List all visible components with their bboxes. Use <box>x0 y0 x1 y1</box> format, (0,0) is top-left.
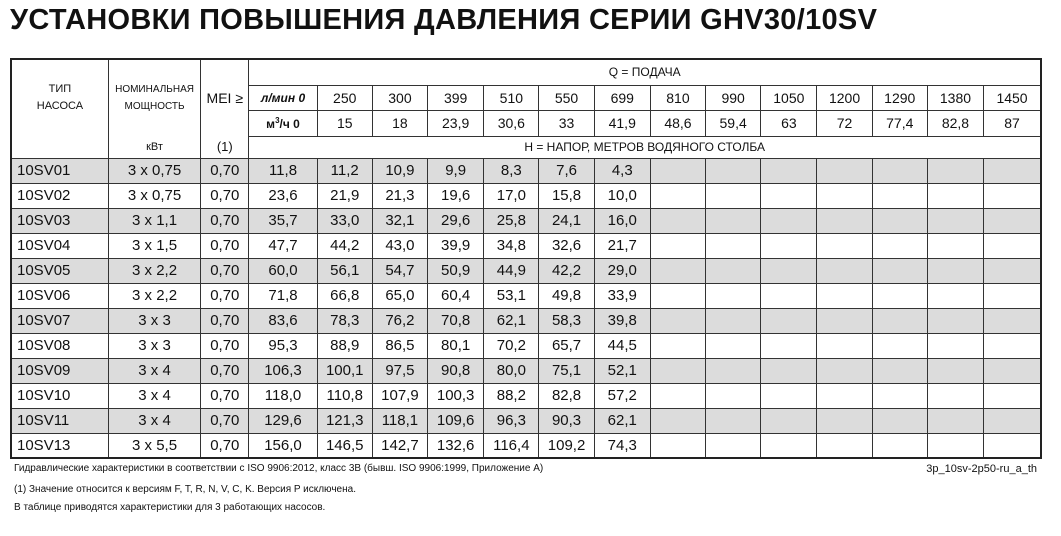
head-value-cell: 156,0 <box>249 433 317 458</box>
header-lmin-value: 990 <box>706 85 761 110</box>
head-value-cell <box>872 208 927 233</box>
header-lmin-value: 250 <box>317 85 372 110</box>
head-value-cell: 25,8 <box>484 208 539 233</box>
head-value-cell <box>817 158 872 183</box>
power-cell: 3 x 0,75 <box>108 158 200 183</box>
head-value-cell <box>927 208 983 233</box>
head-value-cell: 90,8 <box>428 358 484 383</box>
head-value-cell <box>706 158 761 183</box>
head-value-cell <box>927 283 983 308</box>
head-value-cell <box>872 283 927 308</box>
head-value-cell <box>706 208 761 233</box>
head-value-cell: 132,6 <box>428 433 484 458</box>
head-value-cell: 52,1 <box>594 358 650 383</box>
header-power-blank <box>11 136 108 158</box>
table-row <box>11 383 1041 408</box>
head-value-cell <box>650 258 705 283</box>
header-lmin-value: 1380 <box>927 85 983 110</box>
table-row <box>11 183 1041 208</box>
head-value-cell <box>927 408 983 433</box>
head-value-cell <box>984 258 1041 283</box>
head-value-cell: 74,3 <box>594 433 650 458</box>
mei-cell: 0,70 <box>201 333 249 358</box>
head-value-cell <box>872 258 927 283</box>
head-value-cell <box>650 333 705 358</box>
head-value-cell <box>872 358 927 383</box>
head-value-cell <box>817 208 872 233</box>
head-value-cell: 129,6 <box>249 408 317 433</box>
head-value-cell: 65,7 <box>539 333 594 358</box>
header-lmin-value: 810 <box>650 85 705 110</box>
head-value-cell: 39,9 <box>428 233 484 258</box>
head-value-cell: 76,2 <box>372 308 427 333</box>
head-value-cell <box>872 433 927 458</box>
head-value-cell <box>706 433 761 458</box>
head-value-cell <box>817 183 872 208</box>
head-value-cell <box>761 433 817 458</box>
head-value-cell: 118,1 <box>372 408 427 433</box>
header-mei-note: (1) <box>201 136 249 158</box>
head-value-cell: 9,9 <box>428 158 484 183</box>
head-value-cell <box>650 308 705 333</box>
head-value-cell: 88,9 <box>317 333 372 358</box>
head-value-cell: 83,6 <box>249 308 317 333</box>
head-value-cell: 34,8 <box>484 233 539 258</box>
pump-model-cell: 10SV04 <box>11 233 108 258</box>
head-value-cell <box>817 333 872 358</box>
head-value-cell <box>761 308 817 333</box>
pump-model-cell: 10SV06 <box>11 283 108 308</box>
head-value-cell: 62,1 <box>484 308 539 333</box>
header-m3h-value: 63 <box>761 110 817 136</box>
head-value-cell: 39,8 <box>594 308 650 333</box>
head-value-cell: 21,7 <box>594 233 650 258</box>
head-value-cell: 32,6 <box>539 233 594 258</box>
head-value-cell <box>761 358 817 383</box>
head-value-cell <box>872 408 927 433</box>
header-m3h-value: 41,9 <box>594 110 650 136</box>
power-cell: 3 x 2,2 <box>108 283 200 308</box>
head-value-cell <box>650 208 705 233</box>
pump-model-cell: 10SV08 <box>11 333 108 358</box>
head-value-cell: 82,8 <box>539 383 594 408</box>
head-value-cell: 107,9 <box>372 383 427 408</box>
mei-cell: 0,70 <box>201 158 249 183</box>
pump-model-cell: 10SV11 <box>11 408 108 433</box>
header-lmin-value: 1450 <box>984 85 1041 110</box>
head-value-cell <box>761 283 817 308</box>
head-value-cell <box>817 383 872 408</box>
head-value-cell <box>927 308 983 333</box>
head-value-cell <box>984 233 1041 258</box>
footnote-three-pumps: В таблице приводятся характеристики для 3 работающих насосов. <box>14 502 326 513</box>
pump-model-cell: 10SV13 <box>11 433 108 458</box>
head-value-cell: 100,3 <box>428 383 484 408</box>
performance-table <box>10 58 1042 459</box>
head-value-cell <box>706 358 761 383</box>
mei-cell: 0,70 <box>201 408 249 433</box>
head-value-cell <box>650 358 705 383</box>
head-value-cell <box>984 208 1041 233</box>
head-value-cell <box>984 183 1041 208</box>
head-value-cell <box>817 358 872 383</box>
head-value-cell <box>872 333 927 358</box>
header-head-title: H = НАПОР, МЕТРОВ ВОДЯНОГО СТОЛБА <box>249 136 1041 158</box>
mei-cell: 0,70 <box>201 383 249 408</box>
head-value-cell: 70,2 <box>484 333 539 358</box>
power-cell: 3 x 1,1 <box>108 208 200 233</box>
head-value-cell <box>984 408 1041 433</box>
head-value-cell <box>706 258 761 283</box>
head-value-cell <box>761 383 817 408</box>
footnote-mei: (1) Значение относится к версиям F, T, R, N, V, C, K. Версия P исключена. <box>14 484 356 495</box>
head-value-cell: 58,3 <box>539 308 594 333</box>
pump-model-cell: 10SV01 <box>11 158 108 183</box>
head-value-cell: 53,1 <box>484 283 539 308</box>
head-value-cell <box>984 308 1041 333</box>
table-row <box>11 433 1041 458</box>
head-value-cell <box>927 183 983 208</box>
head-value-cell: 142,7 <box>372 433 427 458</box>
header-m3h-label: $м^3/ч$ 0 <box>249 110 317 136</box>
pump-model-cell: 10SV09 <box>11 358 108 383</box>
head-value-cell: 88,2 <box>484 383 539 408</box>
head-value-cell: 121,3 <box>317 408 372 433</box>
head-value-cell: 29,0 <box>594 258 650 283</box>
head-value-cell <box>761 208 817 233</box>
head-value-cell <box>984 433 1041 458</box>
head-value-cell <box>984 283 1041 308</box>
header-lmin-value: 1200 <box>817 85 872 110</box>
header-lmin-value: 550 <box>539 85 594 110</box>
header-m3h-value: 30,6 <box>484 110 539 136</box>
head-value-cell: 21,9 <box>317 183 372 208</box>
head-value-cell: 19,6 <box>428 183 484 208</box>
header-m3h-value: 48,6 <box>650 110 705 136</box>
mei-cell: 0,70 <box>201 308 249 333</box>
head-value-cell: 44,2 <box>317 233 372 258</box>
head-value-cell: 65,0 <box>372 283 427 308</box>
header-lmin-value: 699 <box>594 85 650 110</box>
head-value-cell <box>706 233 761 258</box>
head-value-cell: 11,8 <box>249 158 317 183</box>
head-value-cell: 60,4 <box>428 283 484 308</box>
table-row <box>11 308 1041 333</box>
head-value-cell <box>706 308 761 333</box>
head-value-cell <box>761 158 817 183</box>
head-value-cell: 35,7 <box>249 208 317 233</box>
table-row <box>11 208 1041 233</box>
head-value-cell <box>650 158 705 183</box>
head-value-cell: 16,0 <box>594 208 650 233</box>
table-row <box>11 358 1041 383</box>
header-pump-type: ТИП НАСОСА <box>11 59 108 136</box>
head-value-cell: 109,2 <box>539 433 594 458</box>
head-value-cell <box>706 283 761 308</box>
table-row <box>11 333 1041 358</box>
head-value-cell <box>927 433 983 458</box>
table-row <box>11 408 1041 433</box>
mei-cell: 0,70 <box>201 433 249 458</box>
head-value-cell: 109,6 <box>428 408 484 433</box>
power-cell: 3 x 3 <box>108 333 200 358</box>
table-row <box>11 283 1041 308</box>
head-value-cell: 7,6 <box>539 158 594 183</box>
header-lmin-label: л/мин 0 <box>249 85 317 110</box>
head-value-cell: 29,6 <box>428 208 484 233</box>
head-value-cell <box>984 383 1041 408</box>
header-m3h-value: 87 <box>984 110 1041 136</box>
head-value-cell <box>984 333 1041 358</box>
head-value-cell: 49,8 <box>539 283 594 308</box>
head-value-cell: 43,0 <box>372 233 427 258</box>
head-value-cell <box>872 183 927 208</box>
mei-cell: 0,70 <box>201 208 249 233</box>
head-value-cell: 33,0 <box>317 208 372 233</box>
table-row <box>11 158 1041 183</box>
header-m3h-value: 59,4 <box>706 110 761 136</box>
pump-model-cell: 10SV02 <box>11 183 108 208</box>
head-value-cell: 66,8 <box>317 283 372 308</box>
head-value-cell <box>817 408 872 433</box>
page-title: УСТАНОВКИ ПОВЫШЕНИЯ ДАВЛЕНИЯ СЕРИИ GHV30/10SV <box>10 4 878 36</box>
header-lmin-value: 399 <box>428 85 484 110</box>
head-value-cell <box>927 258 983 283</box>
head-value-cell <box>817 283 872 308</box>
head-value-cell: 44,9 <box>484 258 539 283</box>
head-value-cell <box>872 233 927 258</box>
head-value-cell: 33,9 <box>594 283 650 308</box>
head-value-cell: 146,5 <box>317 433 372 458</box>
power-cell: 3 x 2,2 <box>108 258 200 283</box>
head-value-cell <box>706 333 761 358</box>
head-value-cell <box>706 383 761 408</box>
head-value-cell: 96,3 <box>484 408 539 433</box>
head-value-cell: 80,0 <box>484 358 539 383</box>
head-value-cell <box>984 358 1041 383</box>
pump-model-cell: 10SV07 <box>11 308 108 333</box>
head-value-cell <box>761 258 817 283</box>
head-value-cell: 15,8 <box>539 183 594 208</box>
head-value-cell: 50,9 <box>428 258 484 283</box>
head-value-cell: 75,1 <box>539 358 594 383</box>
head-value-cell <box>817 433 872 458</box>
head-value-cell <box>650 408 705 433</box>
head-value-cell: 11,2 <box>317 158 372 183</box>
head-value-cell: 78,3 <box>317 308 372 333</box>
table-row <box>11 258 1041 283</box>
head-value-cell: 47,7 <box>249 233 317 258</box>
header-nominal-power: НОМИНАЛЬНАЯ МОЩНОСТЬ <box>108 59 200 136</box>
head-value-cell <box>650 433 705 458</box>
head-value-cell: 110,8 <box>317 383 372 408</box>
header-m3h-value: 77,4 <box>872 110 927 136</box>
head-value-cell <box>817 258 872 283</box>
head-value-cell: 32,1 <box>372 208 427 233</box>
head-value-cell <box>872 383 927 408</box>
head-value-cell <box>650 183 705 208</box>
mei-cell: 0,70 <box>201 283 249 308</box>
table-row <box>11 233 1041 258</box>
head-value-cell <box>761 333 817 358</box>
power-cell: 3 x 4 <box>108 383 200 408</box>
power-cell: 3 x 4 <box>108 408 200 433</box>
head-value-cell: 86,5 <box>372 333 427 358</box>
pump-model-cell: 10SV05 <box>11 258 108 283</box>
head-value-cell: 97,5 <box>372 358 427 383</box>
header-power-unit: кВт <box>108 136 200 158</box>
head-value-cell: 10,0 <box>594 183 650 208</box>
head-value-cell: 8,3 <box>484 158 539 183</box>
head-value-cell: 44,5 <box>594 333 650 358</box>
head-value-cell <box>706 183 761 208</box>
head-value-cell <box>872 158 927 183</box>
header-mei: MEI ≥ <box>201 59 249 136</box>
head-value-cell: 54,7 <box>372 258 427 283</box>
head-value-cell <box>761 183 817 208</box>
head-value-cell <box>650 233 705 258</box>
head-value-cell <box>927 333 983 358</box>
header-lmin-value: 300 <box>372 85 427 110</box>
head-value-cell: 95,3 <box>249 333 317 358</box>
pump-model-cell: 10SV03 <box>11 208 108 233</box>
power-cell: 3 x 0,75 <box>108 183 200 208</box>
head-value-cell <box>650 283 705 308</box>
head-value-cell <box>817 308 872 333</box>
head-value-cell <box>984 158 1041 183</box>
head-value-cell <box>650 383 705 408</box>
head-value-cell: 62,1 <box>594 408 650 433</box>
head-value-cell <box>706 408 761 433</box>
header-flow-title: Q = ПОДАЧА <box>249 59 1041 85</box>
head-value-cell: 90,3 <box>539 408 594 433</box>
head-value-cell <box>927 158 983 183</box>
head-value-cell: 56,1 <box>317 258 372 283</box>
mei-cell: 0,70 <box>201 258 249 283</box>
header-lmin-value: 510 <box>484 85 539 110</box>
footnote-iso: Гидравлические характеристики в соответствии с ISO 9906:2012, класс 3В (бывш. ISO 9906:1999, Приложение А) <box>14 463 544 474</box>
header-m3h-value: 33 <box>539 110 594 136</box>
document-code: 3p_10sv-2p50-ru_a_th <box>926 463 1037 475</box>
head-value-cell: 23,6 <box>249 183 317 208</box>
mei-cell: 0,70 <box>201 358 249 383</box>
head-value-cell: 71,8 <box>249 283 317 308</box>
header-m3h-value: 82,8 <box>927 110 983 136</box>
head-value-cell: 10,9 <box>372 158 427 183</box>
head-value-cell <box>872 308 927 333</box>
pump-model-cell: 10SV10 <box>11 383 108 408</box>
head-value-cell <box>927 233 983 258</box>
head-value-cell <box>817 233 872 258</box>
head-value-cell: 57,2 <box>594 383 650 408</box>
header-lmin-value: 1290 <box>872 85 927 110</box>
head-value-cell: 70,8 <box>428 308 484 333</box>
head-value-cell <box>927 383 983 408</box>
head-value-cell <box>927 358 983 383</box>
header-lmin-value: 1050 <box>761 85 817 110</box>
head-value-cell <box>761 408 817 433</box>
head-value-cell: 100,1 <box>317 358 372 383</box>
power-cell: 3 x 1,5 <box>108 233 200 258</box>
head-value-cell: 106,3 <box>249 358 317 383</box>
head-value-cell: 4,3 <box>594 158 650 183</box>
head-value-cell: 17,0 <box>484 183 539 208</box>
mei-cell: 0,70 <box>201 183 249 208</box>
head-value-cell: 21,3 <box>372 183 427 208</box>
power-cell: 3 x 4 <box>108 358 200 383</box>
header-m3h-value: 23,9 <box>428 110 484 136</box>
header-m3h-value: 18 <box>372 110 427 136</box>
power-cell: 3 x 5,5 <box>108 433 200 458</box>
mei-cell: 0,70 <box>201 233 249 258</box>
head-value-cell: 60,0 <box>249 258 317 283</box>
head-value-cell <box>761 233 817 258</box>
header-m3h-value: 15 <box>317 110 372 136</box>
head-value-cell: 80,1 <box>428 333 484 358</box>
power-cell: 3 x 3 <box>108 308 200 333</box>
head-value-cell: 42,2 <box>539 258 594 283</box>
header-m3h-value: 72 <box>817 110 872 136</box>
head-value-cell: 118,0 <box>249 383 317 408</box>
head-value-cell: 24,1 <box>539 208 594 233</box>
head-value-cell: 116,4 <box>484 433 539 458</box>
